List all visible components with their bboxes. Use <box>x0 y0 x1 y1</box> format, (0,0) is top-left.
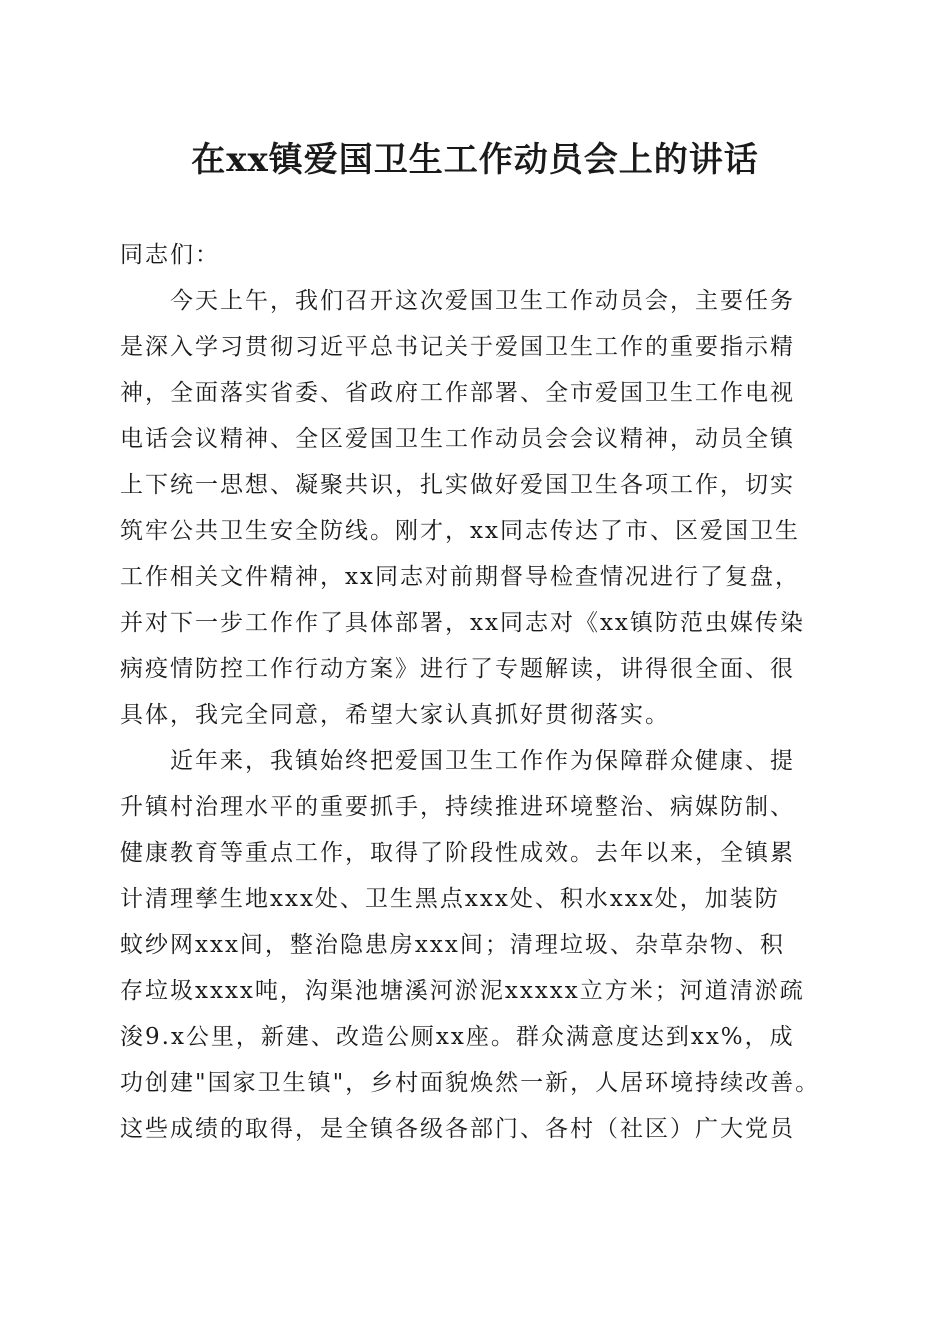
paragraph-line: 健康教育等重点工作，取得了阶段性成效。去年以来，全镇累 <box>120 840 795 866</box>
paragraph-line: 升镇村治理水平的重要抓手，持续推进环境整治、病媒防制、 <box>120 794 795 820</box>
paragraph-line: 筑牢公共卫生安全防线。刚才，xx同志传达了市、区爱国卫生 <box>120 518 800 544</box>
paragraph-line: 计清理孳生地xxx处、卫生黑点xxx处、积水xxx处，加装防 <box>120 886 780 912</box>
paragraph-1 <box>120 278 840 738</box>
paragraph-line: 神，全面落实省委、省政府工作部署、全市爱国卫生工作电视 <box>120 380 795 406</box>
paragraph-line: 病疫情防控工作行动方案》进行了专题解读，讲得很全面、很 <box>120 656 795 682</box>
paragraph-line: 存垃圾xxxx吨，沟渠池塘溪河淤泥xxxxx立方米；河道清淤疏 <box>120 978 805 1004</box>
paragraph-line: 近年来，我镇始终把爱国卫生工作作为保障群众健康、提 <box>170 748 795 774</box>
paragraph-line: 这些成绩的取得，是全镇各级各部门、各村（社区）广大党员 <box>120 1116 795 1142</box>
paragraph-line: 工作相关文件精神，xx同志对前期督导检查情况进行了复盘， <box>120 564 800 590</box>
paragraph-line: 功创建"国家卫生镇"，乡村面貌焕然一新，人居环境持续改善。 <box>120 1070 821 1096</box>
paragraph-line: 并对下一步工作作了具体部署，xx同志对《xx镇防范虫媒传染 <box>120 610 805 636</box>
paragraph-line: 今天上午，我们召开这次爱国卫生工作动员会，主要任务 <box>170 288 795 314</box>
paragraph-line: 浚9.x公里，新建、改造公厕xx座。群众满意度达到xx%，成 <box>120 1024 795 1050</box>
paragraph-line: 上下统一思想、凝聚共识，扎实做好爱国卫生各项工作，切实 <box>120 472 795 498</box>
paragraph-line: 是深入学习贯彻习近平总书记关于爱国卫生工作的重要指示精 <box>120 334 795 360</box>
paragraph-line: 具体，我完全同意，希望大家认真抓好贯彻落实。 <box>120 702 670 728</box>
document-body <box>120 232 840 1152</box>
paragraph-line: 蚊纱网xxx间，整治隐患房xxx间；清理垃圾、杂草杂物、积 <box>120 932 785 958</box>
paragraph-2 <box>120 738 840 1152</box>
paragraph-line: 电话会议精神、全区爱国卫生工作动员会会议精神，动员全镇 <box>120 426 795 452</box>
document-title: 在xx镇爱国卫生工作动员会上的讲话 <box>191 140 759 180</box>
salutation: 同志们： <box>120 242 220 268</box>
